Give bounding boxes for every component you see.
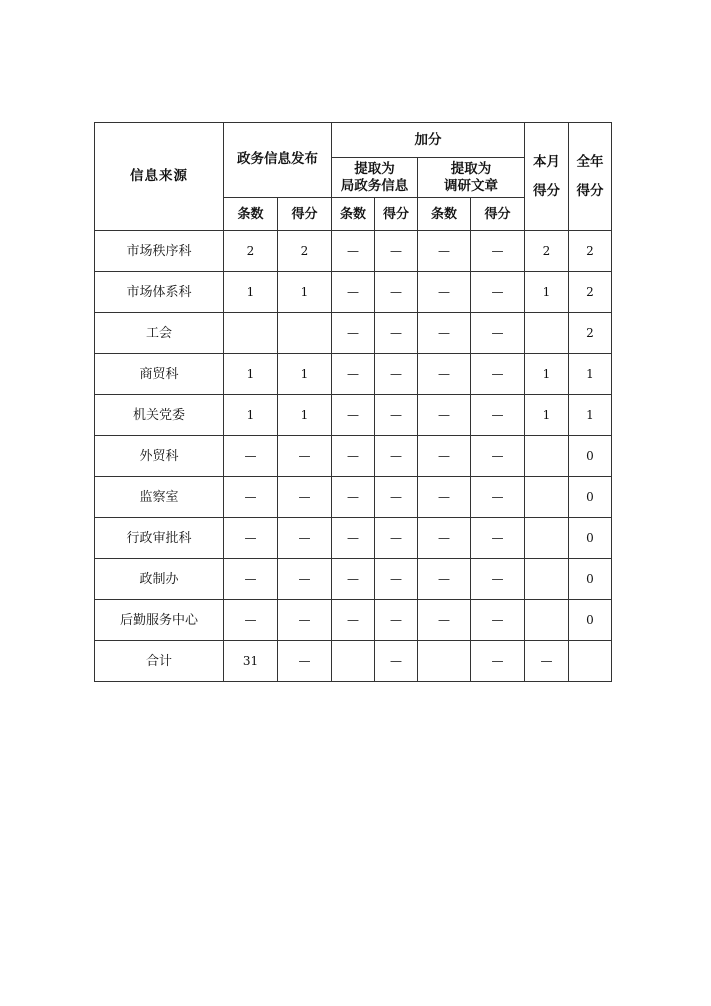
cell-research-count: — bbox=[418, 395, 471, 436]
cell-gov-count: — bbox=[332, 436, 375, 477]
cell-research-score: — bbox=[471, 518, 525, 559]
cell-publish-score: — bbox=[278, 477, 332, 518]
cell-month-score bbox=[525, 313, 569, 354]
cell-gov-score: — bbox=[375, 477, 418, 518]
cell-year-score: 0 bbox=[569, 518, 612, 559]
row-source: 外贸科 bbox=[95, 436, 224, 477]
cell-publish-score: 1 bbox=[278, 272, 332, 313]
cell-publish-count: — bbox=[224, 436, 278, 477]
cell-gov-count: — bbox=[332, 354, 375, 395]
cell-year-score: 0 bbox=[569, 436, 612, 477]
header-month-line1: 本月 bbox=[533, 153, 560, 170]
cell-gov-count: — bbox=[332, 272, 375, 313]
cell-year-score: 0 bbox=[569, 600, 612, 641]
table-row bbox=[95, 272, 612, 313]
header-count-gov: 条数 bbox=[332, 198, 375, 231]
table-row bbox=[95, 395, 612, 436]
cell-publish-score bbox=[278, 313, 332, 354]
row-source: 商贸科 bbox=[95, 354, 224, 395]
cell-year-score: 0 bbox=[569, 477, 612, 518]
table-row bbox=[95, 559, 612, 600]
cell-gov-count: — bbox=[332, 395, 375, 436]
header-month-line2: 得分 bbox=[533, 182, 560, 199]
table-row bbox=[95, 436, 612, 477]
total-row bbox=[95, 641, 612, 682]
cell-publish-score: — bbox=[278, 518, 332, 559]
cell-research-score: — bbox=[471, 477, 525, 518]
cell-publish-score: 1 bbox=[278, 395, 332, 436]
cell-month-score: 1 bbox=[525, 272, 569, 313]
row-source: 市场体系科 bbox=[95, 272, 224, 313]
cell-month-score bbox=[525, 518, 569, 559]
table-row bbox=[95, 313, 612, 354]
table-row bbox=[95, 518, 612, 559]
cell-research-score: — bbox=[471, 600, 525, 641]
cell-research-count: — bbox=[418, 354, 471, 395]
row-source: 合计 bbox=[95, 641, 224, 682]
cell-publish-count: — bbox=[224, 518, 278, 559]
cell-gov-score: — bbox=[375, 436, 418, 477]
cell-gov-score: — bbox=[375, 518, 418, 559]
cell-research-count: — bbox=[418, 600, 471, 641]
row-source: 机关党委 bbox=[95, 395, 224, 436]
score-table bbox=[94, 122, 612, 682]
header-year-line1: 全年 bbox=[576, 153, 604, 170]
cell-gov-score: — bbox=[375, 641, 418, 682]
cell-gov-count: — bbox=[332, 477, 375, 518]
header-bonus-research bbox=[418, 158, 525, 198]
cell-year-score: 2 bbox=[569, 313, 612, 354]
header-year-line2: 得分 bbox=[576, 182, 604, 199]
cell-publish-score: — bbox=[278, 641, 332, 682]
cell-month-score bbox=[525, 436, 569, 477]
row-source: 市场秩序科 bbox=[95, 231, 224, 272]
header-publish: 政务信息发布 bbox=[224, 123, 332, 198]
header-row-1 bbox=[95, 123, 612, 158]
cell-month-score: 1 bbox=[525, 395, 569, 436]
cell-gov-score: — bbox=[375, 600, 418, 641]
cell-month-score bbox=[525, 559, 569, 600]
header-bonus-gov-line1: 提取为 bbox=[354, 160, 395, 177]
header-year-score bbox=[569, 123, 612, 231]
cell-research-count: — bbox=[418, 477, 471, 518]
cell-publish-count bbox=[224, 313, 278, 354]
cell-month-score: — bbox=[525, 641, 569, 682]
cell-research-score: — bbox=[471, 559, 525, 600]
cell-month-score bbox=[525, 600, 569, 641]
header-score-research: 得分 bbox=[471, 198, 525, 231]
cell-publish-count: 1 bbox=[224, 395, 278, 436]
cell-year-score: 2 bbox=[569, 231, 612, 272]
header-bonus-gov-info bbox=[332, 158, 418, 198]
cell-publish-count: — bbox=[224, 477, 278, 518]
cell-publish-score: 1 bbox=[278, 354, 332, 395]
cell-gov-count: — bbox=[332, 231, 375, 272]
cell-research-count: — bbox=[418, 272, 471, 313]
cell-publish-score: — bbox=[278, 600, 332, 641]
cell-year-score bbox=[569, 641, 612, 682]
row-source: 监察室 bbox=[95, 477, 224, 518]
cell-publish-count: — bbox=[224, 559, 278, 600]
cell-publish-score: 2 bbox=[278, 231, 332, 272]
cell-year-score: 0 bbox=[569, 559, 612, 600]
cell-research-count: — bbox=[418, 518, 471, 559]
cell-month-score: 2 bbox=[525, 231, 569, 272]
header-count-publish: 条数 bbox=[224, 198, 278, 231]
cell-research-score: — bbox=[471, 641, 525, 682]
cell-research-score: — bbox=[471, 436, 525, 477]
cell-publish-count: 1 bbox=[224, 354, 278, 395]
cell-research-count: — bbox=[418, 559, 471, 600]
cell-gov-count: — bbox=[332, 518, 375, 559]
cell-publish-count: — bbox=[224, 600, 278, 641]
cell-research-score: — bbox=[471, 272, 525, 313]
cell-gov-score: — bbox=[375, 272, 418, 313]
header-bonus-research-line2: 调研文章 bbox=[444, 177, 498, 194]
cell-gov-score: — bbox=[375, 559, 418, 600]
row-source: 政制办 bbox=[95, 559, 224, 600]
cell-year-score: 2 bbox=[569, 272, 612, 313]
header-source: 信息来源 bbox=[95, 123, 224, 231]
cell-research-count: — bbox=[418, 231, 471, 272]
table-row bbox=[95, 354, 612, 395]
cell-gov-score: — bbox=[375, 313, 418, 354]
cell-research-score: — bbox=[471, 395, 525, 436]
table-row bbox=[95, 600, 612, 641]
cell-research-count: — bbox=[418, 436, 471, 477]
cell-research-score: — bbox=[471, 354, 525, 395]
header-bonus-gov-line2: 局政务信息 bbox=[340, 177, 409, 194]
cell-gov-score: — bbox=[375, 354, 418, 395]
header-bonus-research-line1: 提取为 bbox=[450, 160, 492, 177]
cell-gov-score: — bbox=[375, 231, 418, 272]
row-source: 后勤服务中心 bbox=[95, 600, 224, 641]
row-source: 工会 bbox=[95, 313, 224, 354]
row-source: 行政审批科 bbox=[95, 518, 224, 559]
cell-gov-count bbox=[332, 641, 375, 682]
cell-year-score: 1 bbox=[569, 395, 612, 436]
cell-gov-score: — bbox=[375, 395, 418, 436]
cell-month-score bbox=[525, 477, 569, 518]
cell-publish-score: — bbox=[278, 436, 332, 477]
table-row bbox=[95, 477, 612, 518]
cell-research-score: — bbox=[471, 231, 525, 272]
cell-gov-count: — bbox=[332, 313, 375, 354]
table-row bbox=[95, 231, 612, 272]
header-count-research: 条数 bbox=[418, 198, 471, 231]
cell-research-score: — bbox=[471, 313, 525, 354]
header-score-gov: 得分 bbox=[375, 198, 418, 231]
cell-gov-count: — bbox=[332, 559, 375, 600]
cell-year-score: 1 bbox=[569, 354, 612, 395]
cell-publish-count: 2 bbox=[224, 231, 278, 272]
header-score-publish: 得分 bbox=[278, 198, 332, 231]
header-bonus: 加分 bbox=[332, 123, 525, 158]
header-month-score bbox=[525, 123, 569, 231]
cell-research-count bbox=[418, 641, 471, 682]
cell-gov-count: — bbox=[332, 600, 375, 641]
cell-research-count: — bbox=[418, 313, 471, 354]
cell-publish-count: 31 bbox=[224, 641, 278, 682]
cell-publish-score: — bbox=[278, 559, 332, 600]
cell-publish-count: 1 bbox=[224, 272, 278, 313]
cell-month-score: 1 bbox=[525, 354, 569, 395]
